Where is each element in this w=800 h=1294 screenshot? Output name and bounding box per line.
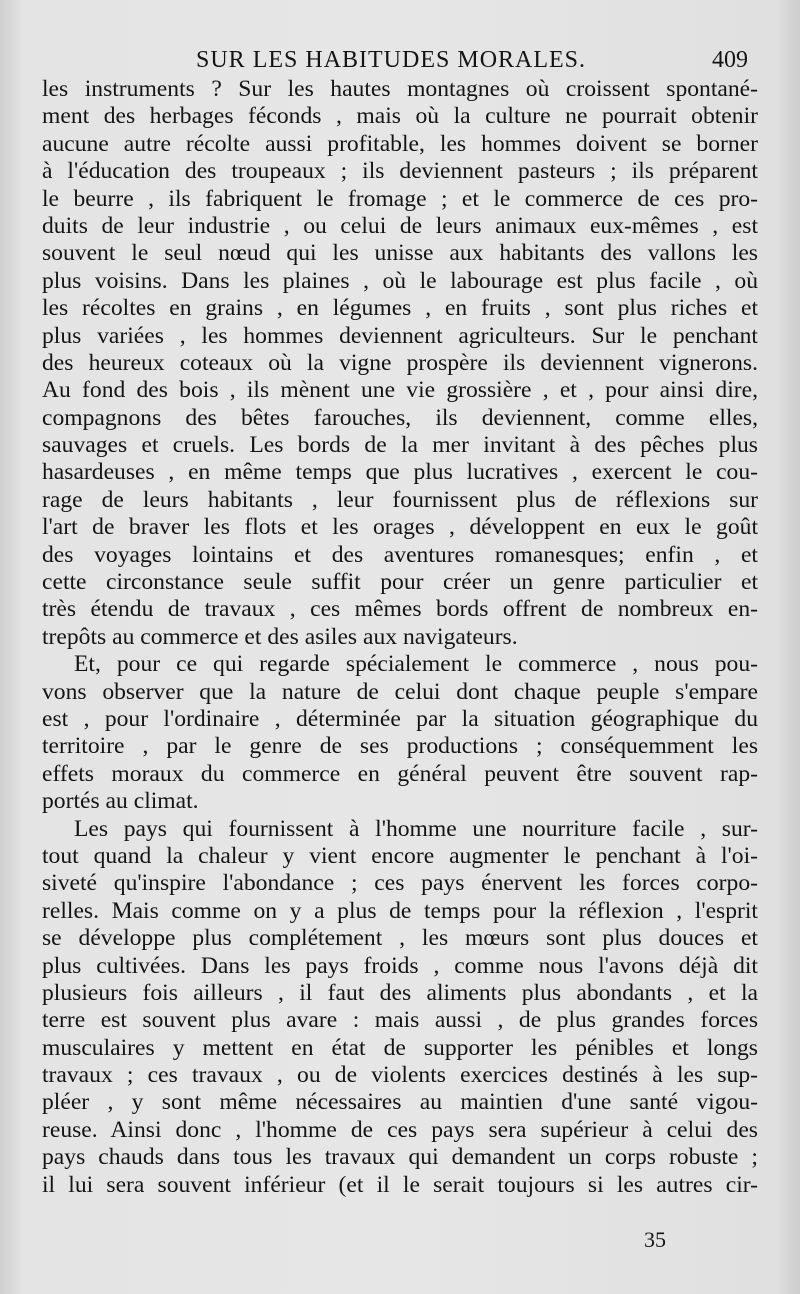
text-line: territoire , par le genre de ses productions ; conséquemment les	[42, 733, 758, 760]
text-line: travaux ; ces travaux , ou de violents exercices destinés à les sup-	[42, 1062, 758, 1089]
text-line: ment des herbages féconds , mais où la culture ne pourrait obtenir	[42, 103, 758, 130]
text-line: souvent le seul nœud qui les unisse aux habitants des vallons les	[42, 240, 758, 267]
text-line: duits de leur industrie , ou celui de leurs animaux eux-mêmes , est	[42, 212, 758, 239]
running-title: SUR LES HABITUDES MORALES.	[196, 47, 587, 73]
text-line: plusieurs fois ailleurs , il faut des aliments plus abondants , et la	[42, 979, 758, 1006]
text-line: il lui sera souvent inférieur (et il le serait toujours si les autres cir-	[42, 1171, 758, 1198]
text-line: tout quand la chaleur y vient encore augmenter le penchant à l'oi-	[42, 842, 758, 869]
text-line: trepôts au commerce et des asiles aux navigateurs.	[42, 623, 518, 650]
text-line: les récoltes en grains , en légumes , en fruits , sont plus riches et	[42, 295, 758, 322]
text-line: reuse. Ainsi donc , l'homme de ces pays sera supérieur à celui des	[42, 1116, 758, 1143]
text-line: Les pays qui fournissent à l'homme une nourriture facile , sur-	[74, 815, 758, 842]
text-line: cette circonstance seule suffit pour créer un genre particulier et	[42, 569, 758, 596]
text-line: vons observer que la nature de celui dont chaque peuple s'empare	[42, 678, 758, 705]
text-line: des heureux coteaux où la vigne prospère ils deviennent vignerons.	[42, 349, 758, 376]
text-line: le beurre , ils fabriquent le fromage ; et le commerce de ces pro-	[42, 185, 758, 212]
text-line: effets moraux du commerce en général peuvent être souvent rap-	[42, 760, 758, 787]
text-line: à l'éducation des troupeaux ; ils deviennent pasteurs ; ils préparent	[42, 158, 758, 185]
text-line: est , pour l'ordinaire , déterminée par la situation géographique du	[42, 705, 758, 732]
text-line: portés au climat.	[42, 788, 199, 815]
signature-mark: 35	[644, 1227, 666, 1252]
text-line: pays chauds dans tous les travaux qui demandent un corps robuste ;	[42, 1144, 758, 1171]
text-line: plus voisins. Dans les plaines , où le labourage est plus facile , où	[42, 267, 758, 294]
page-header	[0, 42, 800, 78]
text-line: aucune autre récolte aussi profitable, les hommes doivent se borner	[42, 130, 758, 157]
text-line: pléer , y sont même nécessaires au maintien d'une santé vigou-	[42, 1089, 758, 1116]
text-line: Et, pour ce qui regarde spécialement le commerce , nous pou-	[74, 651, 758, 678]
text-line: des voyages lointains et des aventures romanesques; enfin , et	[42, 541, 758, 568]
paragraph	[42, 76, 758, 651]
text-line: relles. Mais comme on y a plus de temps pour la réflexion , l'esprit	[42, 897, 758, 924]
text-line: terre est souvent plus avare : mais aussi , de plus grandes forces	[42, 1007, 758, 1034]
text-line: plus cultivées. Dans les pays froids , comme nous l'avons déjà dit	[42, 952, 758, 979]
text-line: siveté qu'inspire l'abondance ; ces pays énervent les forces corpo-	[42, 870, 758, 897]
text-line: les instruments ? Sur les hautes montagnes où croissent spontané-	[42, 76, 758, 102]
text-line: plus variées , les hommes deviennent agriculteurs. Sur le penchant	[42, 322, 758, 349]
body-text	[42, 76, 758, 1199]
text-line: compagnons des bêtes farouches, ils deviennent, comme elles,	[42, 404, 758, 431]
paragraph	[42, 651, 758, 815]
page-number: 409	[712, 47, 748, 73]
text-line: musculaires y mettent en état de supporter les pénibles et longs	[42, 1034, 758, 1061]
text-line: sauvages et cruels. Les bords de la mer invitant à des pêches plus	[42, 432, 758, 459]
text-line: Au fond des bois , ils mènent une vie grossière , et , pour ainsi dire,	[42, 377, 758, 404]
paragraph	[42, 816, 758, 1199]
text-line: rage de leurs habitants , leur fournissent plus de réflexions sur	[42, 486, 758, 513]
text-line: très étendu de travaux , ces mêmes bords offrent de nombreux en-	[42, 596, 758, 623]
text-line: se développe plus complétement , les mœurs sont plus douces et	[42, 925, 758, 952]
text-line: hasardeuses , en même temps que plus lucratives , exercent le cou-	[42, 459, 758, 486]
text-line: l'art de braver les flots et les orages , développent en eux le goût	[42, 514, 758, 541]
